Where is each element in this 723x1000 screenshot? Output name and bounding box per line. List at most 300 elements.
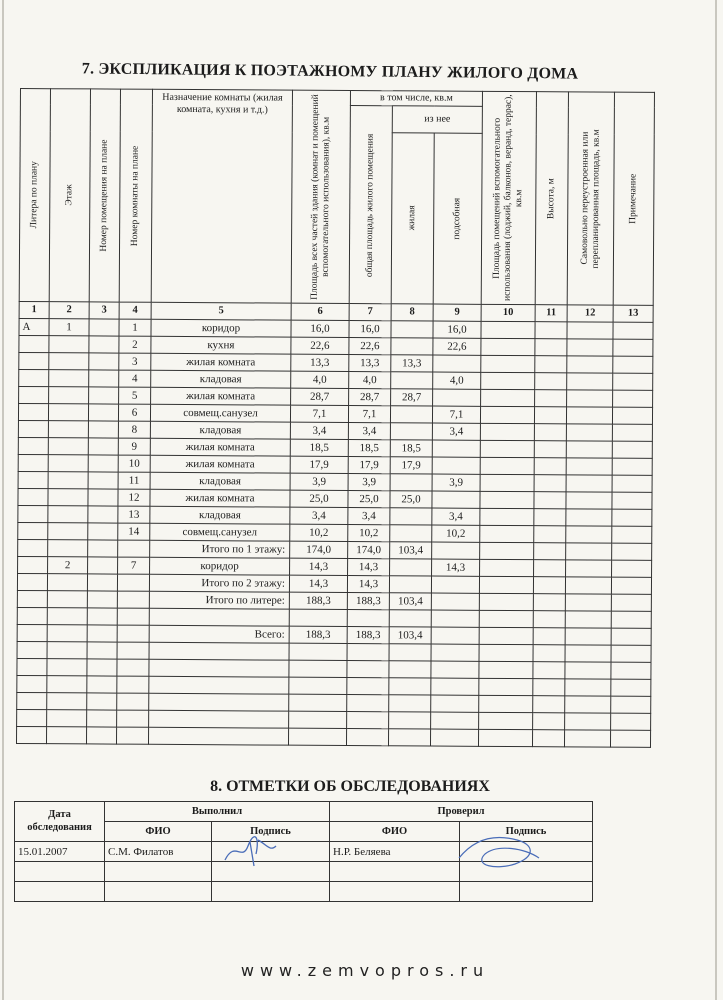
- cell-litera: [17, 607, 47, 624]
- cell-total-area: 13,3: [349, 355, 391, 372]
- header-checked-signature: Подпись: [460, 822, 593, 842]
- cell-area: 13,3: [291, 354, 349, 371]
- cell-unauthorized: [565, 628, 611, 645]
- inspection-row: [15, 882, 593, 902]
- cell-room-purpose: [149, 642, 289, 660]
- cell-height: [534, 543, 566, 560]
- cell-total-area: 25,0: [348, 491, 390, 508]
- cell-floor: [48, 455, 88, 472]
- cell-unauthorized: [566, 475, 612, 492]
- cell-date: [15, 882, 105, 902]
- cell-living-area: 13,3: [391, 355, 433, 372]
- cell-auxiliary: [480, 406, 534, 423]
- cell-floor: [49, 387, 89, 404]
- cell-note: [613, 339, 653, 356]
- cell-living-area: [390, 406, 432, 423]
- cell-room-purpose: кладовая: [150, 506, 290, 524]
- cell-area: [289, 609, 347, 626]
- cell-area: 25,0: [290, 490, 348, 507]
- cell-floor: [47, 591, 87, 608]
- cell-auxiliary: [480, 457, 534, 474]
- cell-premises: [87, 710, 117, 727]
- column-number: 6: [291, 303, 349, 320]
- cell-height: [534, 458, 566, 475]
- explication-table: [16, 88, 655, 748]
- cell-unauthorized: [565, 679, 611, 696]
- cell-area: 4,0: [291, 371, 349, 388]
- cell-room-number: 4: [119, 370, 151, 387]
- cell-note: [611, 713, 651, 730]
- cell-unauthorized: [566, 492, 612, 509]
- cell-utility-area: [432, 491, 480, 508]
- cell-auxiliary: [480, 440, 534, 457]
- cell-premises: [87, 693, 117, 710]
- cell-living-area: [390, 423, 432, 440]
- cell-total-area: 4,0: [349, 372, 391, 389]
- cell-floor: 2: [48, 557, 88, 574]
- cell-room-number: [117, 693, 149, 710]
- cell-auxiliary: [480, 491, 534, 508]
- cell-premises: [87, 642, 117, 659]
- cell-note: [610, 730, 650, 747]
- cell-total-area: [347, 695, 389, 712]
- cell-living-area: [390, 559, 432, 576]
- header-note: Примечание: [613, 92, 654, 305]
- cell-room-number: 13: [118, 506, 150, 523]
- cell-unauthorized: [566, 560, 612, 577]
- cell-premises: [88, 455, 118, 472]
- cell-room-number: 9: [118, 438, 150, 455]
- cell-room-purpose: Итого по 1 этажу:: [150, 540, 290, 558]
- cell-utility-area: [431, 712, 479, 729]
- cell-area: 28,7: [291, 388, 349, 405]
- cell-living-area: [389, 576, 431, 593]
- cell-utility-area: 3,9: [432, 474, 480, 491]
- cell-litera: [17, 590, 47, 607]
- cell-litera: [19, 369, 49, 386]
- cell-floor: [48, 489, 88, 506]
- cell-area: 3,4: [290, 507, 348, 524]
- cell-total-area: 18,5: [348, 440, 390, 457]
- cell-premises: [88, 438, 118, 455]
- cell-floor: [49, 370, 89, 387]
- cell-total-area: 22,6: [349, 338, 391, 355]
- cell-auxiliary: [481, 338, 535, 355]
- cell-premises: [87, 574, 117, 591]
- cell-height: [534, 424, 566, 441]
- cell-unauthorized: [565, 611, 611, 628]
- section8-title: 8. ОТМЕТКИ ОБ ОБСЛЕДОВАНИЯХ: [210, 778, 490, 795]
- cell-utility-area: [431, 610, 479, 627]
- cell-floor: [49, 336, 89, 353]
- cell-height: [534, 509, 566, 526]
- cell-auxiliary: [479, 661, 533, 678]
- header-checked: Проверил: [330, 802, 593, 822]
- cell-height: [533, 679, 565, 696]
- cell-note: [612, 526, 652, 543]
- cell-total-area: [347, 610, 389, 627]
- cell-note: [613, 322, 653, 339]
- cell-living-area: [389, 712, 431, 729]
- cell-utility-area: 14,3: [432, 559, 480, 576]
- cell-room-number: [117, 676, 149, 693]
- cell-utility-area: 10,2: [432, 525, 480, 542]
- cell-living-area: [389, 661, 431, 678]
- cell-total-area: 14,3: [347, 576, 389, 593]
- cell-height: [533, 645, 565, 662]
- column-number: 13: [613, 305, 653, 322]
- cell-living-area: 103,4: [389, 627, 431, 644]
- cell-utility-area: [431, 695, 479, 712]
- cell-premises: [87, 659, 117, 676]
- cell-litera: [18, 420, 48, 437]
- cell-premises: [89, 370, 119, 387]
- column-number: 3: [89, 302, 119, 319]
- header-checked-fio: ФИО: [330, 822, 460, 842]
- column-number: 8: [391, 304, 433, 321]
- header-total-living-premises: общая площадь жилого помещения: [349, 106, 392, 304]
- cell-litera: [18, 403, 48, 420]
- cell-floor: [48, 438, 88, 455]
- cell-premises: [87, 676, 117, 693]
- cell-unauthorized: [566, 424, 612, 441]
- cell-floor: 1: [49, 319, 89, 336]
- cell-unauthorized: [566, 407, 612, 424]
- cell-performed-fio: [105, 882, 212, 902]
- cell-auxiliary: [479, 593, 533, 610]
- cell-auxiliary: [481, 321, 535, 338]
- cell-room-purpose: жилая комната: [151, 387, 291, 405]
- header-litera: Литера по плану: [19, 89, 50, 302]
- signature-checked: [455, 828, 545, 874]
- cell-room-number: 10: [118, 455, 150, 472]
- cell-note: [612, 543, 652, 560]
- cell-auxiliary: [479, 610, 533, 627]
- cell-litera: [19, 386, 49, 403]
- cell-room-purpose: кладовая: [150, 472, 290, 490]
- header-utility: подсобная: [433, 133, 482, 304]
- cell-room-purpose: [149, 608, 289, 626]
- cell-height: [535, 356, 567, 373]
- cell-height: [534, 560, 566, 577]
- cell-note: [612, 458, 652, 475]
- cell-premises: [88, 404, 118, 421]
- cell-total-area: 188,3: [347, 593, 389, 610]
- cell-area: 17,9: [290, 456, 348, 473]
- cell-utility-area: [433, 389, 481, 406]
- cell-room-purpose: [148, 727, 288, 745]
- cell-living-area: 103,4: [389, 593, 431, 610]
- cell-note: [611, 628, 651, 645]
- cell-area: [289, 643, 347, 660]
- cell-auxiliary: [480, 559, 534, 576]
- cell-area: 188,3: [289, 592, 347, 609]
- cell-litera: [17, 709, 47, 726]
- cell-unauthorized: [567, 373, 613, 390]
- cell-note: [611, 594, 651, 611]
- cell-area: 22,6: [291, 337, 349, 354]
- cell-floor: [46, 727, 86, 744]
- cell-height: [533, 628, 565, 645]
- cell-litera: [19, 335, 49, 352]
- cell-premises: [88, 489, 118, 506]
- header-auxiliary-area: Площадь помещений вспомогательного использования (лоджий, балконов, веранд, террас), кв.м: [481, 91, 536, 304]
- cell-living-area: [389, 695, 431, 712]
- cell-height: [534, 492, 566, 509]
- cell-auxiliary: [479, 627, 533, 644]
- cell-room-purpose: жилая комната: [150, 489, 290, 507]
- cell-living-area: [388, 729, 430, 746]
- cell-total-area: 17,9: [348, 457, 390, 474]
- cell-total-area: 3,9: [348, 474, 390, 491]
- cell-auxiliary: [480, 474, 534, 491]
- cell-living-area: [390, 508, 432, 525]
- cell-living-area: 17,9: [390, 457, 432, 474]
- cell-litera: [18, 471, 48, 488]
- cell-utility-area: [432, 440, 480, 457]
- header-total-building-area: Площадь всех частей здания (комнат и помещений вспомогательного использования), кв.м: [291, 90, 350, 303]
- cell-auxiliary: [480, 525, 534, 542]
- cell-note: [612, 509, 652, 526]
- cell-unauthorized: [566, 509, 612, 526]
- cell-unauthorized: [565, 662, 611, 679]
- cell-date: 15.01.2007: [15, 842, 105, 862]
- cell-total-area: [347, 644, 389, 661]
- cell-area: [289, 660, 347, 677]
- cell-performed-signature: [212, 882, 330, 902]
- cell-litera: [17, 641, 47, 658]
- cell-premises: [89, 387, 119, 404]
- cell-height: [534, 526, 566, 543]
- column-number: 12: [567, 305, 613, 322]
- cell-unauthorized: [566, 458, 612, 475]
- cell-note: [612, 475, 652, 492]
- cell-room-number: 5: [119, 387, 151, 404]
- cell-premises: [88, 472, 118, 489]
- cell-room-purpose: [149, 659, 289, 677]
- cell-room-number: [117, 642, 149, 659]
- column-number: 2: [49, 302, 89, 319]
- cell-total-area: 174,0: [348, 542, 390, 559]
- cell-room-number: 8: [118, 421, 150, 438]
- cell-performed-fio: С.М. Филатов: [105, 842, 212, 862]
- cell-unauthorized: [566, 543, 612, 560]
- column-number: 9: [433, 304, 481, 321]
- cell-room-purpose: кухня: [151, 336, 291, 354]
- cell-utility-area: [431, 576, 479, 593]
- cell-utility-area: [431, 627, 479, 644]
- cell-note: [611, 679, 651, 696]
- cell-floor: [47, 608, 87, 625]
- cell-premises: [88, 506, 118, 523]
- cell-floor: [48, 404, 88, 421]
- cell-living-area: [389, 678, 431, 695]
- cell-auxiliary: [478, 729, 532, 746]
- cell-litera: [18, 522, 48, 539]
- cell-auxiliary: [479, 576, 533, 593]
- cell-living-area: [390, 525, 432, 542]
- cell-note: [611, 662, 651, 679]
- cell-utility-area: [432, 457, 480, 474]
- cell-auxiliary: [480, 508, 534, 525]
- cell-room-purpose: [149, 693, 289, 711]
- cell-height: [533, 713, 565, 730]
- cell-room-number: [117, 625, 149, 642]
- cell-total-area: [347, 712, 389, 729]
- cell-premises: [88, 557, 118, 574]
- cell-room-number: [118, 540, 150, 557]
- cell-auxiliary: [479, 712, 533, 729]
- cell-auxiliary: [479, 678, 533, 695]
- cell-utility-area: 4,0: [433, 372, 481, 389]
- cell-unauthorized: [565, 713, 611, 730]
- cell-auxiliary: [480, 423, 534, 440]
- cell-room-purpose: кладовая: [151, 370, 291, 388]
- cell-area: 14,3: [290, 558, 348, 575]
- section7-title: 7. ЭКСПЛИКАЦИЯ К ПОЭТАЖНОМУ ПЛАНУ ЖИЛОГО ДОМА: [81, 60, 579, 83]
- cell-premises: [89, 336, 119, 353]
- cell-height: [533, 577, 565, 594]
- cell-living-area: 103,4: [390, 542, 432, 559]
- cell-area: 14,3: [289, 575, 347, 592]
- cell-unauthorized: [567, 339, 613, 356]
- cell-floor: [48, 506, 88, 523]
- cell-living-area: 28,7: [391, 389, 433, 406]
- cell-floor: [48, 421, 88, 438]
- cell-auxiliary: [479, 644, 533, 661]
- cell-utility-area: 7,1: [432, 406, 480, 423]
- cell-height: [534, 407, 566, 424]
- cell-room-purpose: коридор: [151, 319, 291, 337]
- header-performed-fio: ФИО: [105, 822, 212, 842]
- cell-floor: [47, 710, 87, 727]
- column-number: 4: [119, 302, 151, 319]
- cell-height: [533, 594, 565, 611]
- cell-floor: [47, 693, 87, 710]
- header-unauthorized-area: Самовольно переустроенная или перепланированная площадь, кв.м: [567, 92, 614, 305]
- cell-floor: [48, 540, 88, 557]
- cell-room-purpose: [149, 710, 289, 728]
- cell-room-purpose: совмещ.санузел: [150, 404, 290, 422]
- cell-height: [534, 475, 566, 492]
- cell-height: [535, 390, 567, 407]
- cell-premises: [88, 523, 118, 540]
- cell-living-area: [391, 372, 433, 389]
- cell-utility-area: [433, 355, 481, 372]
- cell-unauthorized: [566, 526, 612, 543]
- cell-total-area: [346, 729, 388, 746]
- cell-room-number: 3: [119, 353, 151, 370]
- cell-floor: [47, 676, 87, 693]
- cell-utility-area: 16,0: [433, 321, 481, 338]
- cell-total-area: 3,4: [348, 508, 390, 525]
- cell-floor: [47, 625, 87, 642]
- cell-area: 174,0: [290, 541, 348, 558]
- cell-room-purpose: жилая комната: [150, 455, 290, 473]
- cell-note: [613, 390, 653, 407]
- cell-room-number: 1: [119, 319, 151, 336]
- cell-premises: [88, 421, 118, 438]
- cell-total-area: [347, 661, 389, 678]
- cell-area: 18,5: [290, 439, 348, 456]
- cell-room-number: 6: [118, 404, 150, 421]
- cell-utility-area: [431, 678, 479, 695]
- cell-litera: [17, 658, 47, 675]
- cell-auxiliary: [481, 355, 535, 372]
- cell-note: [612, 560, 652, 577]
- cell-total-area: [347, 678, 389, 695]
- cell-height: [533, 611, 565, 628]
- cell-litera: [18, 556, 48, 573]
- cell-premises: [89, 319, 119, 336]
- cell-note: [612, 492, 652, 509]
- header-inspection-date: Дата обследования: [15, 802, 105, 842]
- header-of-which: из нее: [392, 106, 482, 134]
- cell-room-number: [117, 659, 149, 676]
- cell-unauthorized: [567, 390, 613, 407]
- cell-auxiliary: [479, 695, 533, 712]
- cell-date: [15, 862, 105, 882]
- cell-litera: [18, 437, 48, 454]
- cell-living-area: [391, 338, 433, 355]
- cell-room-number: [117, 710, 149, 727]
- cell-area: 188,3: [289, 626, 347, 643]
- cell-living-area: 18,5: [390, 440, 432, 457]
- cell-floor: [47, 574, 87, 591]
- header-room-purpose: Назначение комнаты (жилая комната, кухня и т.д.): [151, 89, 292, 303]
- cell-utility-area: [431, 644, 479, 661]
- cell-room-purpose: Итого по литере:: [149, 591, 289, 609]
- cell-checked-signature: [460, 882, 593, 902]
- header-living: жилая: [391, 133, 434, 304]
- column-number: 5: [151, 302, 291, 320]
- signature-performed: [220, 832, 280, 868]
- cell-living-area: 25,0: [390, 491, 432, 508]
- cell-area: [289, 711, 347, 728]
- cell-height: [533, 662, 565, 679]
- page-edge-left: [2, 0, 4, 1000]
- cell-checked-fio: [330, 862, 460, 882]
- cell-auxiliary: [481, 389, 535, 406]
- header-performed-signature: Подпись: [212, 822, 330, 842]
- cell-height: [535, 339, 567, 356]
- cell-note: [611, 645, 651, 662]
- cell-performed-fio: [105, 862, 212, 882]
- cell-premises: [86, 727, 116, 744]
- cell-room-purpose: совмещ.санузел: [150, 523, 290, 541]
- cell-utility-area: 22,6: [433, 338, 481, 355]
- cell-note: [612, 407, 652, 424]
- cell-total-area: 16,0: [349, 321, 391, 338]
- cell-unauthorized: [564, 730, 610, 747]
- cell-unauthorized: [565, 577, 611, 594]
- cell-room-number: [117, 574, 149, 591]
- cell-room-number: 11: [118, 472, 150, 489]
- cell-floor: [47, 642, 87, 659]
- cell-room-number: 14: [118, 523, 150, 540]
- cell-room-number: [116, 727, 148, 744]
- cell-room-purpose: жилая комната: [150, 438, 290, 456]
- cell-note: [613, 373, 653, 390]
- footer-url: www.zemvopros.ru: [240, 961, 490, 980]
- cell-area: [288, 728, 346, 745]
- page-edge-right: [715, 0, 717, 1000]
- cell-note: [611, 577, 651, 594]
- cell-note: [612, 424, 652, 441]
- cell-premises: [88, 540, 118, 557]
- cell-litera: [17, 624, 47, 641]
- header-height: Высота, м: [535, 92, 568, 305]
